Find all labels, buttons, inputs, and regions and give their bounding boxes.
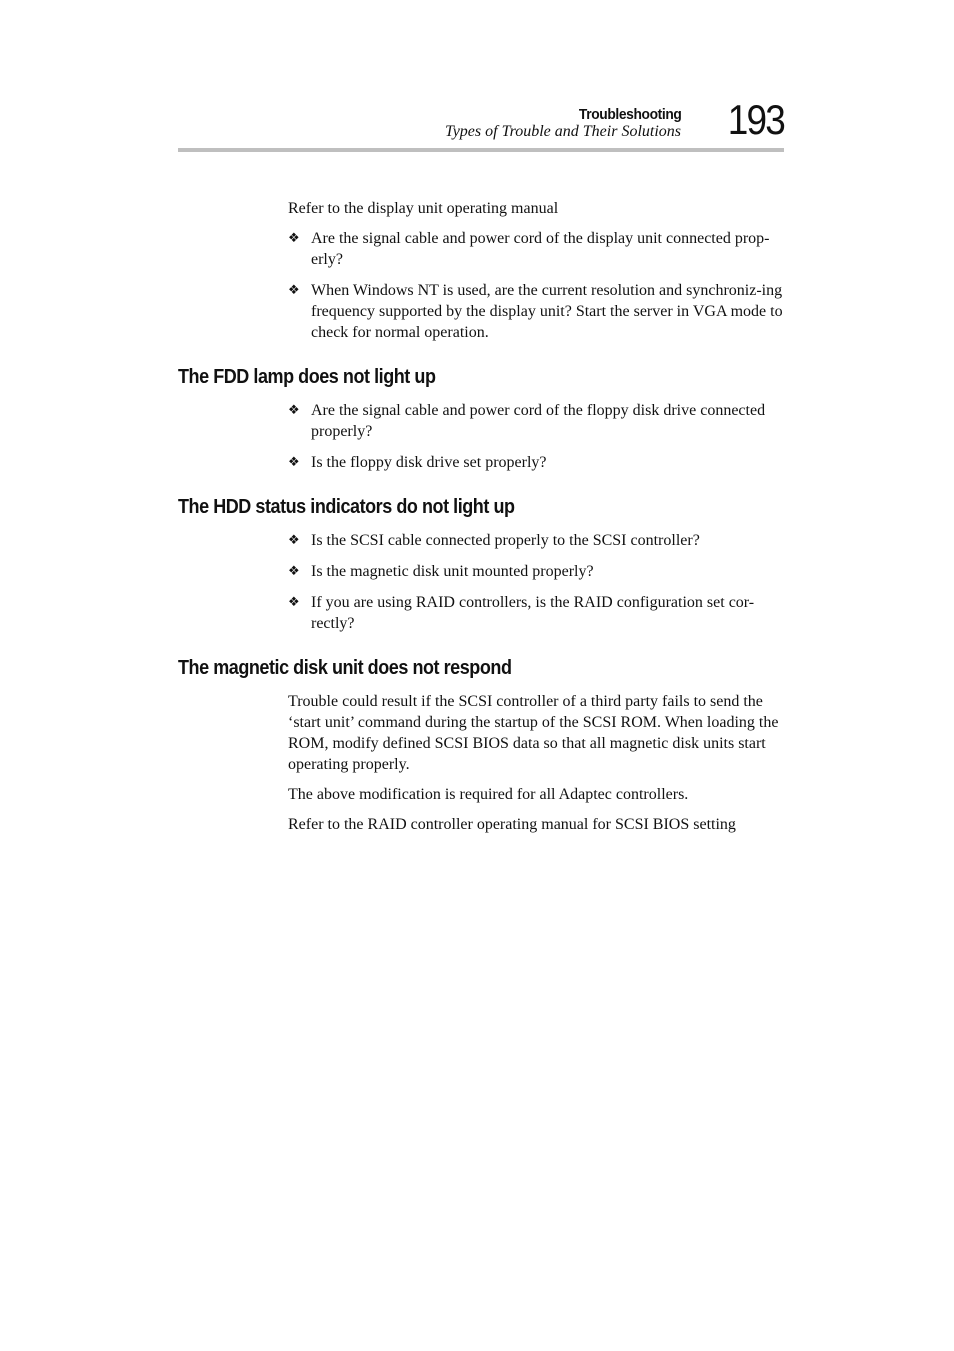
list-item-text: Are the signal cable and power cord of the display unit connected prop-erly? <box>311 230 770 268</box>
list-item-text: When Windows NT is used, are the current resolution and synchroniz-ing frequency supported by the display unit? Start the server in VGA mode to check for normal operation. <box>311 282 783 341</box>
diamond-bullet-icon: ❖ <box>288 403 300 418</box>
diamond-bullet-icon: ❖ <box>288 283 300 298</box>
section-heading-hdd-status: The HDD status indicators do not light up <box>178 496 515 518</box>
header-section-title: Troubleshooting <box>578 106 681 123</box>
list-item <box>288 530 784 551</box>
diamond-bullet-icon: ❖ <box>288 595 300 610</box>
section-heading-fdd-lamp: The FDD lamp does not light up <box>178 366 436 388</box>
list-item <box>288 561 784 582</box>
list-item-text: Are the signal cable and power cord of the floppy disk drive connected properly? <box>311 402 766 440</box>
list-item <box>288 452 784 473</box>
diamond-bullet-icon: ❖ <box>288 564 300 579</box>
list-item <box>288 592 784 634</box>
header-rule <box>178 148 784 152</box>
list-item <box>288 228 784 270</box>
page-content <box>178 198 784 844</box>
intro-bullet-list <box>178 228 784 343</box>
body-paragraph: Refer to the RAID controller operating manual for SCSI BIOS setting <box>288 816 736 833</box>
hdd-bullet-list <box>178 530 784 634</box>
page-number: 193 <box>727 96 784 143</box>
list-item-text: Is the floppy disk drive set properly? <box>311 454 547 471</box>
page-header <box>178 96 784 152</box>
intro-paragraph: Refer to the display unit operating manual <box>288 200 559 217</box>
list-item-text: Is the magnetic disk unit mounted properly? <box>311 563 594 580</box>
body-paragraph: The above modification is required for all Adaptec controllers. <box>288 786 689 803</box>
fdd-bullet-list <box>178 400 784 473</box>
list-item-text: If you are using RAID controllers, is the RAID configuration set cor-rectly? <box>311 594 755 632</box>
list-item-text: Is the SCSI cable connected properly to the SCSI controller? <box>311 532 700 549</box>
diamond-bullet-icon: ❖ <box>288 533 300 548</box>
section-heading-magnetic-disk: The magnetic disk unit does not respond <box>178 657 512 679</box>
body-paragraph: Trouble could result if the SCSI controller of a third party fails to send the ‘start unit’ command during the startup of the SCSI ROM. When loading the ROM, modify defined SCSI BIOS data so that all magnetic disk units start operating properly. <box>288 693 779 773</box>
diamond-bullet-icon: ❖ <box>288 455 300 470</box>
diamond-bullet-icon: ❖ <box>288 231 300 246</box>
list-item <box>288 280 784 343</box>
list-item <box>288 400 784 442</box>
header-subtitle: Types of Trouble and Their Solutions <box>444 123 681 140</box>
